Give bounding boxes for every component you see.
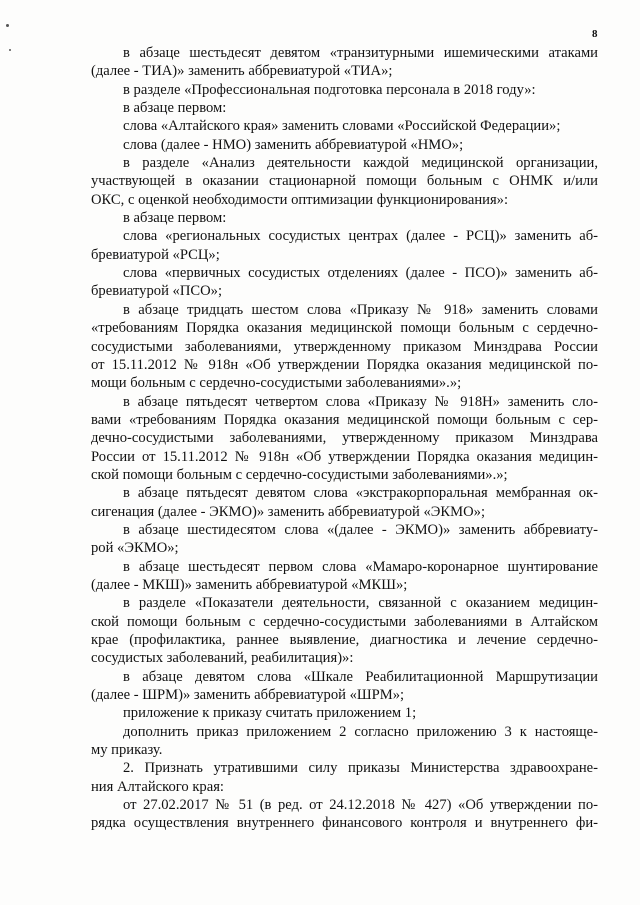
text-line: участвующей в оказании стационарной помощи больным с ОНМК и/или (91, 173, 598, 190)
text-line: в абзаце первом: (123, 100, 227, 117)
text-line: сосудистыми заболеваниями, утвержденному приказом Минздрава России (91, 338, 598, 355)
text-line: от 27.02.2017 № 51 (в ред. от 24.12.2018 № 427) «Об утверждении по- (123, 797, 598, 814)
text-line: в абзаце девятом слова «Шкале Реабилитационной Маршрутизации (123, 668, 598, 685)
text-line: ской помощи больным с сердечно-сосудистыми заболеваниями в Алтайском (91, 613, 598, 630)
scan-speck (9, 49, 11, 51)
text-line: сосудистых заболеваний, реабилитация)»: (91, 650, 354, 667)
text-line: в абзаце пятьдесят четвертом слова «Приказу № 918Н» заменить сло- (123, 393, 598, 410)
text-line: дечно-сосудистыми заболеваниями, утвержденному приказом Минздрава (91, 430, 598, 447)
text-line: слова «первичных сосудистых отделениях (далее - ПСО)» заменить аб- (123, 265, 598, 282)
text-line: (далее - МКШ)» заменить аббревиатурой «МКШ»; (91, 576, 408, 593)
text-line: в разделе «Анализ деятельности каждой медицинской организации, (123, 155, 598, 172)
text-line: ОКС, с оценкой необходимости оптимизации функционирования»: (91, 191, 509, 208)
text-line: в абзаце шестидесятом слова «(далее - ЭКМО)» заменить аббревиату- (123, 521, 598, 538)
text-line: в разделе «Профессиональная подготовка персонала в 2018 году»: (123, 81, 536, 98)
text-line: крае (профилактика, раннее выявление, диагностика и лечение сердечно- (91, 632, 598, 648)
text-line: приложение к приказу считать приложением 1; (123, 705, 417, 722)
text-line: слова «региональных сосудистых центрах (далее - РСЦ)» заменить аб- (123, 228, 598, 245)
text-line: рой «ЭКМО»; (91, 540, 179, 557)
text-line: вами «требованиям Порядка оказания медицинской помощи больным с сер- (91, 411, 598, 428)
text-line: му приказу. (91, 742, 163, 759)
scan-speck (6, 24, 9, 27)
text-line: России от 15.11.2012 № 918н «Об утверждении Порядка оказания медицин- (91, 448, 598, 465)
document-body (91, 44, 598, 833)
text-line: в абзаце шестьдесят девятом «транзитурными ишемическими атаками (123, 45, 598, 61)
text-line: «требованиям Порядка оказания медицинской помощи больным с сердечно- (91, 320, 598, 337)
text-line: бревиатурой «РСЦ»; (91, 246, 220, 263)
text-line: рядка осуществления внутреннего финансового контроля и внутреннего фи- (91, 815, 598, 832)
text-line: в абзаце пятьдесят девятом слова «экстракорпоральная мембранная ок- (123, 485, 598, 502)
text-line: сигенация (далее - ЭКМО)» заменить аббревиатурой «ЭКМО»; (91, 503, 486, 520)
text-line: бревиатурой «ПСО»; (91, 283, 222, 300)
text-line: от 15.11.2012 № 918н «Об утверждении Порядка оказания медицинской по- (91, 356, 598, 373)
text-line: (далее - ШРМ)» заменить аббревиатурой «ШРМ»; (91, 687, 405, 704)
text-line: ния Алтайского края: (91, 778, 224, 795)
text-line: ской помощи больным с сердечно-сосудистыми заболеваниями».»; (91, 466, 508, 483)
page-number: 8 (592, 28, 598, 40)
text-line: в абзаце шестьдесят первом слова «Мамаро-коронарное шунтирование (123, 558, 598, 575)
text-line: в абзаце тридцать шестом слова «Приказу № 918» заменить словами (123, 301, 598, 318)
text-line: дополнить приказ приложением 2 согласно приложению 3 к настояще- (123, 723, 598, 740)
text-line: слова (далее - НМО) заменить аббревиатурой «НМО»; (123, 136, 464, 153)
text-line: в разделе «Показатели деятельности, связанной с оказанием медицин- (123, 595, 598, 612)
text-line: 2. Признать утратившими силу приказы Министерства здравоохране- (123, 760, 598, 777)
text-line: в абзаце первом: (123, 210, 227, 227)
text-line: слова «Алтайского края» заменить словами «Российской Федерации»; (123, 118, 561, 135)
text-line: (далее - ТИА)» заменить аббревиатурой «ТИА»; (91, 63, 393, 80)
text-line: мощи больным с сердечно-сосудистыми заболеваниями».»; (91, 375, 462, 392)
